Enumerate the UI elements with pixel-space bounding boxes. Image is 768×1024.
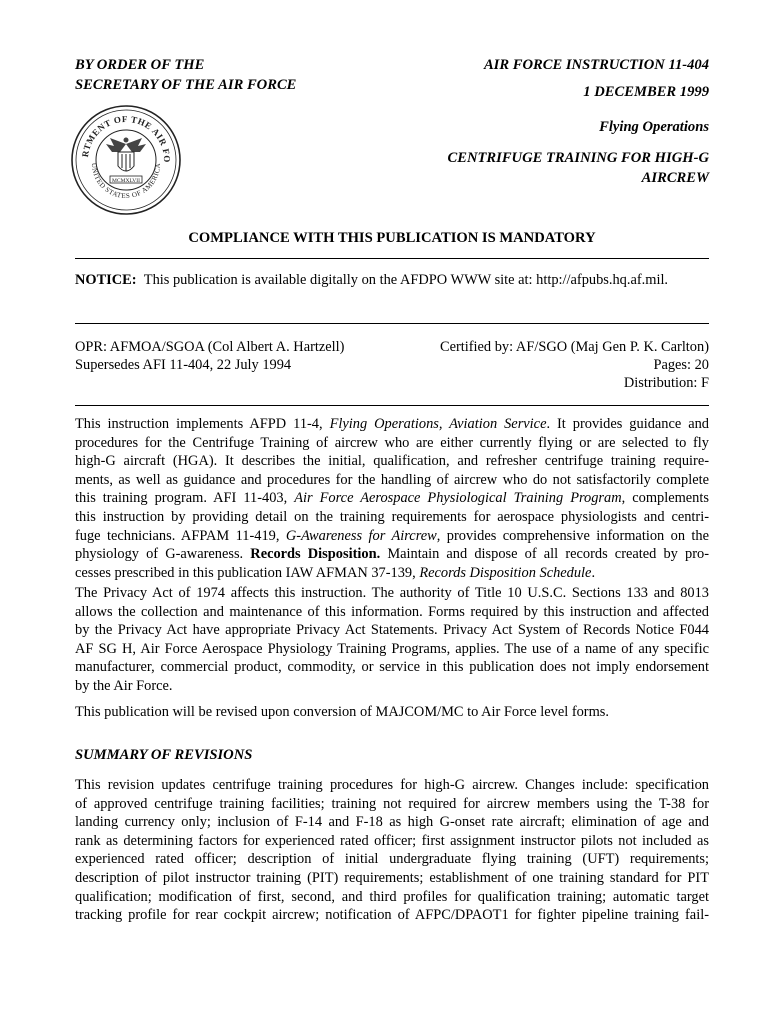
opr-line: OPR: AFMOA/SGOA (Col Albert A. Hartzell) [75,339,345,355]
header-category: Flying Operations [599,119,709,135]
compliance-statement: COMPLIANCE WITH THIS PUBLICATION IS MANDATORY [188,230,596,246]
notice-label: NOTICE: [75,272,137,288]
notice-line [75,271,668,290]
header-date: 1 DECEMBER 1999 [583,84,709,100]
header-instruction-number: AIR FORCE INSTRUCTION 11-404 [483,57,709,73]
air-force-seal-icon [70,104,182,216]
header-by-order: BY ORDER OF THE [75,57,205,73]
divider-top [75,258,709,259]
header-secretary: SECRETARY OF THE AIR FORCE [75,77,297,93]
revision-note: This publication will be revised upon conversion of MAJCOM/MC to Air Force level forms. [75,704,609,720]
divider-meta [75,405,709,406]
distribution-line: Distribution: F [623,375,709,391]
summary-paragraph: This revision updates centrifuge training procedures for high-G aircrew. Changes include: specification of approved centrifuge training facilities; training not required for aircrew members using the T-38 for landing currency only; inclusion of F-14 and F-18 as high G-onset rate aircraft; elimination of age and rank as determining factors for experienced rated officer; first assignment instructor pilots not included as experienced rated officer; description of initial undergraduate flying training (UFT) requirements; description of pilot instructor training (PIT) requirements; establishment of one training standard for PIT qualification; modification of first, second, and third profiles for qualification training; automatic target tracking profile for rear cockpit aircrew; notification of AFPC/DPAOT1 for fighter pipeline training fail- [75,777,709,924]
header-title-line2: AIRCREW [641,170,709,186]
privacy-paragraph: The Privacy Act of 1974 affects this instruction. The authority of Title 10 U.S.C. Sections 133 and 8013 allows the collection and maintenance of this information. Forms required by this instruction and affected by the Privacy Act have appropriate Privacy Act Statements. Privacy Act System of Records Notice F044 AF SG H, Air Force Aerospace Physiology Training Programs, applies. The use of a name of any specific manufacturer, commercial product, commodity, or service in this publication does not imply endorsement by the Air Force. [75,585,709,694]
records-disposition-label: Records Disposition. [250,546,381,563]
notice-text: This publication is available digitally on the AFDPO WWW site at: http://afpubs.hq.af.mil. [143,272,669,288]
seal-top-text: RTMENT OF THE AIR FO [80,113,173,164]
header-title-line1: CENTRIFUGE TRAINING FOR HIGH-G [447,150,709,166]
intro-paragraph: This instruction implements AFPD 11-4, Flying Operations, Aviation Service. It provides guidance and procedures for the Centrifuge Training of aircrew who are either currently flying or are selected to fly high-G aircraft (HGA). It describes the initial, qualification, and refresher centrifuge training require- ments, as well as guidance and procedures for the handling of aircrew who do not satisfactorily complete this training program. AFI 11-403, Air Force Aerospace Physiological Training Program, complements this instruction by providing detail on the training requirements for aerospace physiologists and centri- fuge technicians. AFPAM 11-419, G-Awareness for Aircrew, provides comprehensive information on the physiology of G-awareness. Records Disposition. Maintain and dispose of all records created by pro- cesses prescribed in this publication IAW AFMAN 37-139, Records Disposition Schedule. [75,416,710,581]
summary-heading: SUMMARY OF REVISIONS [75,747,253,763]
certified-by-line: Certified by: AF/SGO (Maj Gen P. K. Carlton) [439,339,709,355]
divider-notice [75,323,709,324]
seal-ribbon-text: MCMXLVII [112,178,140,184]
pages-line: Pages: 20 [653,357,709,373]
seal-bottom-text: UNITED STATES OF AMERICA [89,162,163,201]
supersedes-line: Supersedes AFI 11-404, 22 July 1994 [75,357,292,373]
